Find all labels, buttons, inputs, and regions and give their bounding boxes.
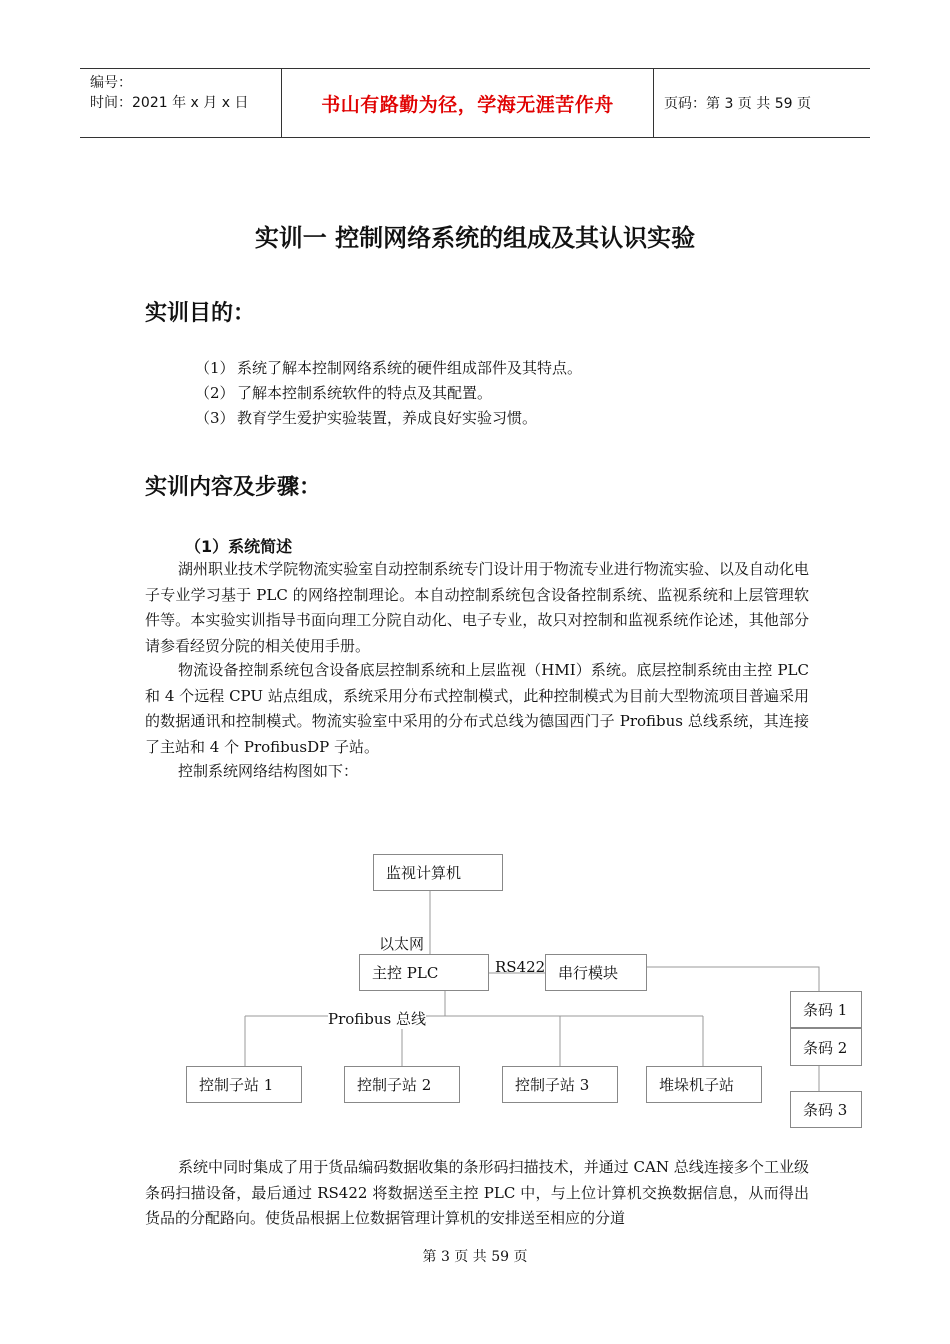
node-control-substation-1: 控制子站 1 <box>186 1066 302 1103</box>
subheading-overview: （1）系统简述 <box>185 537 293 556</box>
node-stacker-substation: 堆垛机子站 <box>646 1066 762 1103</box>
objective-number: （1） <box>195 359 235 377</box>
node-barcode-2: 条码 2 <box>790 1028 862 1066</box>
header-page-info: 页码：第 3 页 共 59 页 <box>664 96 811 112</box>
header-code: 编号： <box>90 75 132 91</box>
objective-number: （2） <box>195 384 235 402</box>
label-profibus: Profibus 总线 <box>328 1010 427 1028</box>
node-monitor-computer: 监视计算机 <box>373 854 503 891</box>
page-footer: 第 3 页 共 59 页 <box>422 1249 528 1265</box>
section-heading-objectives: 实训目的： <box>145 301 256 326</box>
body-paragraph: 控制系统网络结构图如下： <box>178 762 359 780</box>
node-serial-module: 串行模块 <box>545 954 647 991</box>
serial-to-barcode-line <box>646 967 819 991</box>
node-barcode-3: 条码 3 <box>790 1091 862 1128</box>
objective-text: 教育学生爱护实验装置，养成良好实验习惯。 <box>237 409 538 427</box>
label-ethernet: 以太网 <box>379 935 425 953</box>
label-rs422: RS422 <box>495 958 546 976</box>
node-barcode-1: 条码 1 <box>790 991 862 1028</box>
objective-number: （3） <box>195 409 235 427</box>
body-paragraph: 湖州职业技术学院物流实验室自动控制系统专门设计用于物流专业进行物流实验、以及自动化电子专业学习基于 PLC 的网络控制理论。本自动控制系统包含设备控制系统、监视系统和上层管理软件等。本实验实训指导书面向理工分院自动化、电子专业，故只对控制和监视系统作论述，其他部分请参看经贸分院的相关使用手册。 <box>145 560 809 655</box>
node-control-substation-3: 控制子站 3 <box>502 1066 618 1103</box>
objective-text: 了解本控制系统软件的特点及其配置。 <box>237 384 493 402</box>
header-date: 时间：2021 年 x 月 x 日 <box>90 95 249 111</box>
node-control-substation-2: 控制子站 2 <box>344 1066 460 1103</box>
section-heading-content: 实训内容及步骤： <box>145 475 322 500</box>
header-motto: 书山有路勤为径，学海无涯苦作舟 <box>321 93 614 116</box>
body-paragraph: 物流设备控制系统包含设备底层控制系统和上层监视（HMI）系统。底层控制系统由主控 PLC 和 4 个远程 CPU 站点组成，系统采用分布式控制模式，此种控制模式为目前大型物流项目普遍采用的数据通讯和控制模式。物流实验室中采用的分布式总线为德国西门子 Profibus 总线系统，其连接了主站和 4 个 ProfibusDP 子站。 <box>145 661 809 756</box>
document-title: 实训一 控制网络系统的组成及其认识实验 <box>254 224 696 252</box>
objective-text: 系统了解本控制网络系统的硬件组成部件及其特点。 <box>237 359 583 377</box>
node-main-plc: 主控 PLC <box>359 954 489 991</box>
body-paragraph: 系统中同时集成了用于货品编码数据收集的条形码扫描技术，并通过 CAN 总线连接多个工业级条码扫描设备，最后通过 RS422 将数据送至主控 PLC 中，与上位计算机交换数据信息，从而得出货品的分配路向。使货品根据上位数据管理计算机的安排送至相应的分道 <box>145 1158 809 1227</box>
